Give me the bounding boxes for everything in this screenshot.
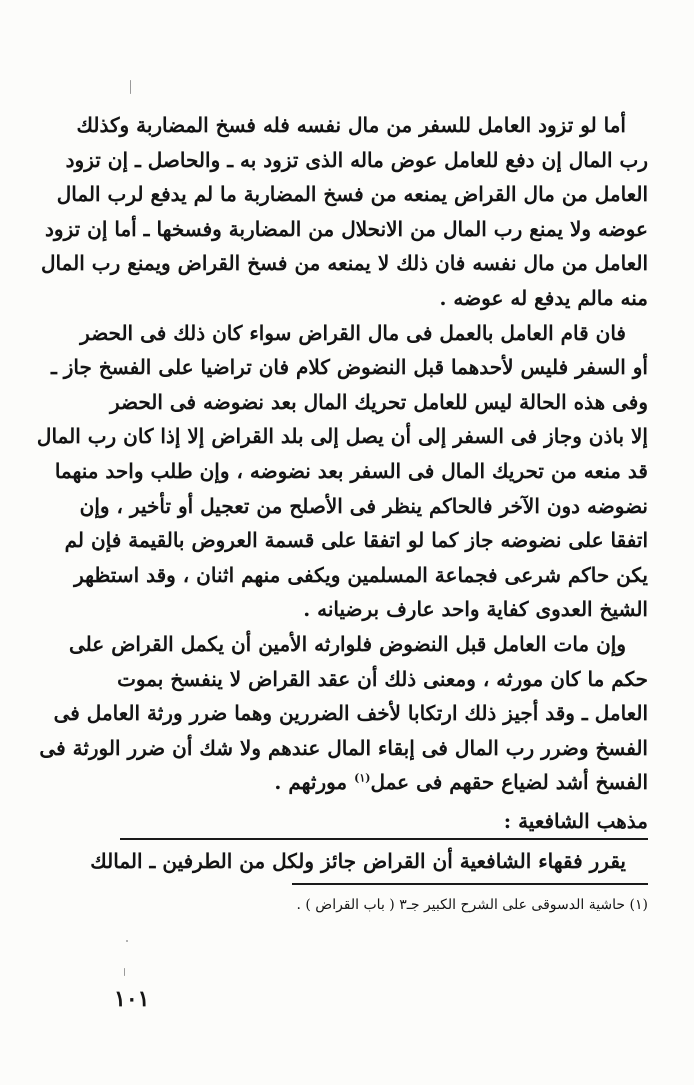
paragraph-text: مورثهم .: [274, 770, 355, 795]
paragraph-line: وإن مات العامل قبل النضوض فلوارثه الأمين أن يكمل القراض على: [69, 631, 626, 656]
paragraph-line: أما لو تزود العامل للسفر من مال نفسه فله فسخ المضاربة وكذلك: [76, 113, 626, 137]
paragraph-line: [120, 765, 648, 800]
paragraph-line: فان قام العامل بالعمل فى مال القراض سواء كان ذلك فى الحضر: [80, 320, 626, 345]
scan-speck: [126, 940, 128, 942]
paragraph-line: العامل من مال القراض يمنعه من فسخ المضاربة ما لم يدفع لرب المال: [56, 182, 648, 207]
footnote-marker: (١): [354, 771, 371, 785]
page-number: ١٠١: [114, 986, 150, 1012]
paragraph-text: الفسخ أشد لضياع حقهم فى عمل: [370, 770, 648, 795]
footnote-separator: [292, 883, 648, 885]
heading-underline: [120, 838, 648, 840]
paragraph-line: الشيخ العدوى كفاية واحد عارف برضيانه .: [303, 597, 648, 622]
paragraph-line: اتفقا على نضوضه جاز كما لو اتفقا على قسمة العروض بالقيمة فإن لم: [64, 528, 648, 553]
paragraph-line: العامل ـ وقد أجيز ذلك ارتكابا لأخف الضررين وهما ضرر ورثة العامل فى: [53, 701, 648, 726]
paragraph-line: العامل من مال نفسه فان ذلك لا يمنعه من فسخ القراض ويمنع رب المال: [40, 251, 648, 276]
body-text: [36, 108, 648, 800]
paragraph-line: حكم ما كان مورثه ، ومعنى ذلك أن عقد القراض لا ينفسخ بموت: [117, 666, 648, 691]
scan-speck: [124, 968, 125, 976]
paragraph-line: إلا باذن وجاز فى السفر إلى أن يصل إلى بلد القراض إلا إذا كان رب المال: [36, 424, 648, 449]
paragraph-line: عوضه ولا يمنع رب المال من الانحلال من المضاربة وفسخها ـ أما إن تزود: [45, 216, 648, 241]
paragraph-line: رب المال إن دفع للعامل عوض ماله الذى تزود به ـ والحاصل ـ إن تزود: [65, 147, 648, 172]
paragraph-line: يقرر فقهاء الشافعية أن القراض جائز ولكل من الطرفين ـ المالك: [90, 849, 626, 873]
paragraph-line: أو السفر فليس لأحدهما قبل النضوض كلام فان تراضيا على الفسخ جاز ـ: [50, 355, 648, 380]
paragraph-line: نضوضه دون الآخر فالحاكم ينظر فى الأصلح من تعجيل أو تأخير ، وإن: [79, 493, 648, 518]
section-heading: مذهب الشافعية :: [503, 809, 648, 833]
paragraph-line: منه مالم يدفع له عوضه .: [439, 285, 648, 310]
footnote: (١) حاشية الدسوقى على الشرح الكبير جـ٣ ( باب القراض ) .: [296, 897, 648, 913]
paragraph-line: وفى هذه الحالة ليس للعامل تحريك المال بعد نضوضه فى الحضر: [109, 389, 648, 414]
paragraph-line: يكن حاكم شرعى فجماعة المسلمين ويكفى منهم اثنان ، وقد استظهر: [74, 562, 648, 587]
scan-speck: [130, 80, 131, 94]
paragraph-line: الفسخ وضرر رب المال فى إبقاء المال عندهم ولا شك أن ضرر الورثة فى: [39, 735, 648, 760]
paragraph-line: قد منعه من تحريك المال فى السفر بعد نضوضه ، وإن طلب واحد منهما: [54, 458, 648, 483]
